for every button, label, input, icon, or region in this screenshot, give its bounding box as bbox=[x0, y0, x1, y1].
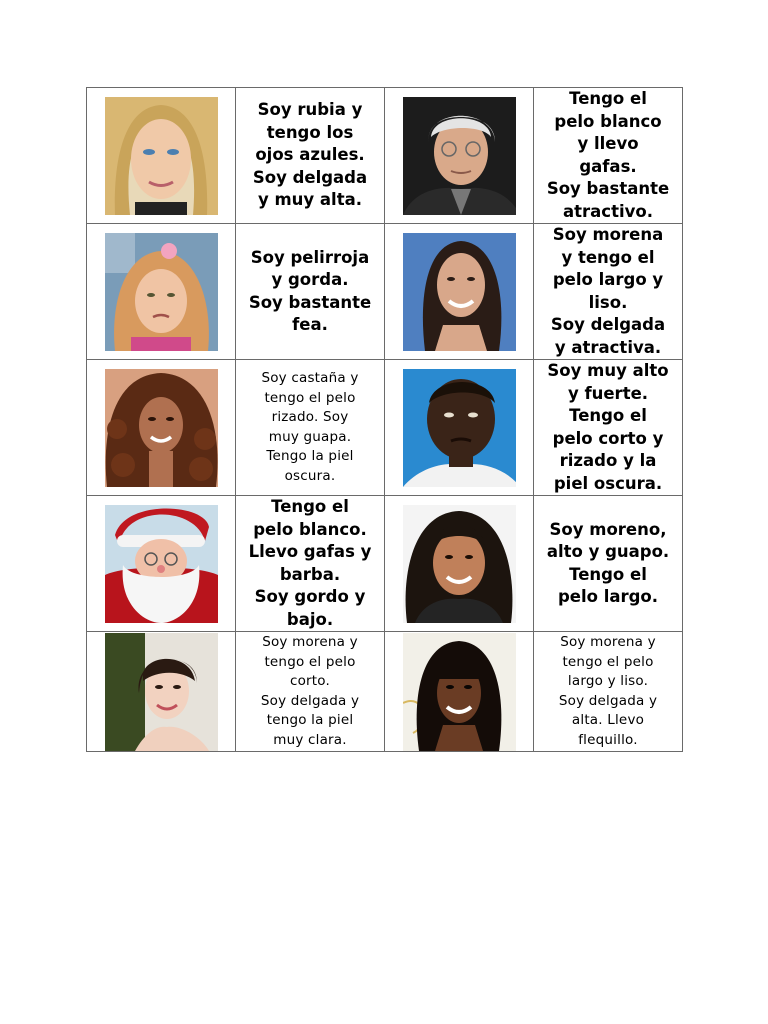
description-text: Tengo el pelo blanco y llevo gafas. Soy bastante atractivo. bbox=[546, 89, 670, 221]
description-cell bbox=[534, 496, 683, 632]
description-text: Soy muy alto y fuerte. Tengo el pelo corto y rizado y la piel oscura. bbox=[547, 361, 669, 493]
description-cell bbox=[236, 496, 385, 632]
photo-cell bbox=[87, 632, 236, 752]
portrait-short-haired-woman-icon bbox=[105, 633, 218, 751]
description-cards-table bbox=[86, 87, 683, 752]
photo-cell bbox=[385, 88, 534, 224]
portrait-blonde-woman-icon bbox=[105, 97, 218, 215]
portrait-gray-haired-man-glasses-icon bbox=[403, 97, 516, 215]
photo-cell bbox=[385, 360, 534, 496]
description-cell bbox=[236, 88, 385, 224]
photo-cell bbox=[385, 496, 534, 632]
description-cell bbox=[534, 224, 683, 360]
description-cell bbox=[236, 360, 385, 496]
photo-cell bbox=[385, 632, 534, 752]
description-cell bbox=[534, 88, 683, 224]
table-row bbox=[87, 496, 683, 632]
photo-cell bbox=[87, 224, 236, 360]
description-cell bbox=[236, 224, 385, 360]
photo-cell bbox=[87, 496, 236, 632]
portrait-woman-with-fringe-icon bbox=[403, 633, 516, 751]
description-text: Tengo el pelo blanco. Llevo gafas y barba. Soy gordo y bajo. bbox=[248, 497, 372, 629]
description-text: Soy castaña y tengo el pelo rizado. Soy muy guapa. Tengo la piel oscura. bbox=[261, 370, 359, 484]
photo-cell bbox=[385, 224, 534, 360]
description-text: Soy morena y tengo el pelo corto. Soy delgada y tengo la piel muy clara. bbox=[260, 634, 360, 748]
description-text: Soy morena y tengo el pelo largo y liso. Soy delgada y atractiva. bbox=[550, 225, 666, 357]
description-cell bbox=[534, 360, 683, 496]
table-row bbox=[87, 360, 683, 496]
description-cell bbox=[236, 632, 385, 752]
portrait-curly-haired-woman-icon bbox=[105, 369, 218, 487]
portrait-santa-claus-icon bbox=[105, 505, 218, 623]
portrait-athlete-man-icon bbox=[403, 369, 516, 487]
portrait-dark-haired-woman-icon bbox=[403, 233, 516, 351]
photo-cell bbox=[87, 88, 236, 224]
portrait-long-haired-man-icon bbox=[403, 505, 516, 623]
description-text: Soy moreno, alto y guapo. Tengo el pelo largo. bbox=[546, 519, 670, 606]
table-row bbox=[87, 632, 683, 752]
description-text: Soy morena y tengo el pelo largo y liso. Soy delgada y alta. Llevo flequillo. bbox=[558, 634, 658, 748]
table-row bbox=[87, 88, 683, 224]
description-text: Soy rubia y tengo los ojos azules. Soy delgada y muy alta. bbox=[252, 100, 368, 210]
table-row bbox=[87, 224, 683, 360]
portrait-redhead-girl-icon bbox=[105, 233, 218, 351]
photo-cell bbox=[87, 360, 236, 496]
description-cell bbox=[534, 632, 683, 752]
description-text: Soy pelirroja y gorda. Soy bastante fea. bbox=[248, 247, 372, 334]
